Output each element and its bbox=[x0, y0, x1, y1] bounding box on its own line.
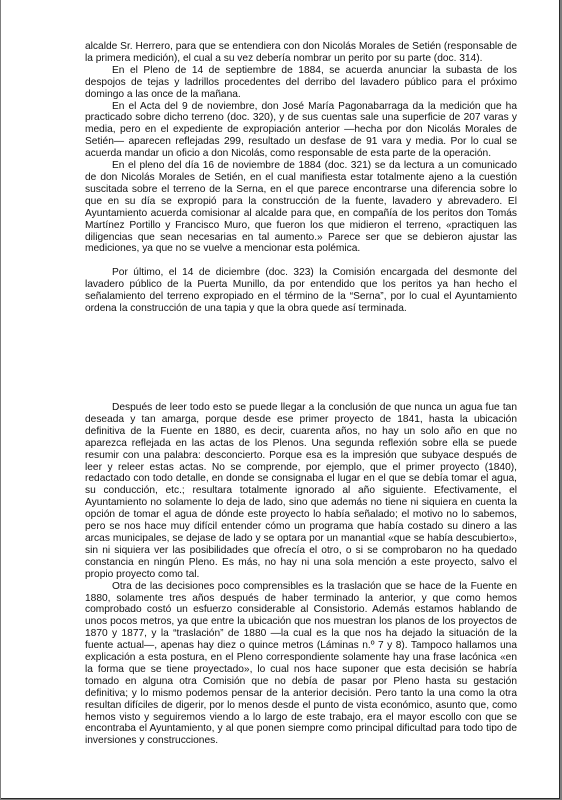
paragraph: Otra de las decisiones poco comprensibles es la traslación que se hace de la Fuente en 1880, solamente tres años después de haber terminado la anterior, y que como hemos comprobado costó un esfuerzo considerable al Consistorio. Además estamos hablando de unos pocos metros, ya que entre la ubicación que nos muestran los planos de los proyectos de 1870 y 1877, y la “traslación” de 1880 —la cual es la que nos ha dejado la situación de la fuente actual—, apenas hay diez o quince metros (Láminas n.º 7 y 8). Tampoco hallamos una explicación a esta postura, en el Pleno correspondiente solamente hay una frase lacónica «en la forma que se tiene proyectado», lo cual nos hace suponer que esta decisión se habría tomado en alguna otra Comisión que no debía de pasar por Pleno hasta su gestación definitiva; y lo mismo podemos pensar de la anterior decisión. Pero tanto la una como la otra resultan difíciles de digerir, por lo menos desde el punto de vista económico, asunto que, como hemos visto y seguiremos viendo a lo largo de este trabajo, era el mayor escollo con que se encontraba el Ayuntamiento, y al que ponen siempre como principal dificultad para todo tipo de inversiones y construcciones. bbox=[85, 580, 517, 747]
paragraph: Por último, el 14 de diciembre (doc. 323) la Comisión encargada del desmonte del lavadero público de la Puerta Munillo, da por entendido que los peritos ya han hecho el señalamiento del terreno expropiado en el término de la “Serna”, por lo cual el Ayuntamiento ordena la construcción de una tapia y que la obra quede así terminada. bbox=[85, 267, 517, 315]
document-page bbox=[1, 0, 560, 799]
paragraph: En el Pleno de 14 de septiembre de 1884, se acuerda anunciar la subasta de los despojos de tejas y ladrillos procedentes del derribo del lavadero público para el próximo domingo a las once de la mañana. bbox=[85, 64, 517, 100]
paragraph: Después de leer todo esto se puede llegar a la conclusión de que nunca un agua fue tan deseada y tan amarga, porque desde ese primer proyecto de 1841, hasta la ubicación definitiva de la Fuente en 1880, es decir, cuarenta años, no hay un solo año en que no aparezca reflejada en las actas de los Plenos. Una segunda reflexión sobre ella se puede resumir con una palabra: desconcierto. Porque esa es la impresión que subyace después de leer y releer estas actas. No se comprende, por ejemplo, que el primer proyecto (1840), redactado con todo detalle, en donde se consignaba el lugar en el que se debía tomar el agua, su conducción, etc.; resultara totalmente ignorado al año siguiente. Efectivamente, el Ayuntamiento no solamente lo deja de lado, sino que además no tiene ni siquiera en cuenta la opción de tomar el agua de dónde este proyecto lo había señalado; el motivo no lo sabemos, pero se nos hace muy difícil entender cómo un programa que había costado su dinero a las arcas municipales, se dejase de lado y se optara por un manantial «que se había descubierto», sin ni siquiera ver las posibilidades que ofrecía el otro, o si se comprobaron no ha quedado constancia en ningún Pleno. Es más, no hay ni una sola mención a este proyecto, salvo el propio proyecto como tal. bbox=[85, 402, 517, 580]
paragraph: En el pleno del día 16 de noviembre de 1884 (doc. 321) se da lectura a un comunicado de don Nicolás Morales de Setién, en el cual manifiesta estar totalmente ajeno a la cuestión suscitada sobre el terreno de la Serna, en el que parece encontrarse una diferencia sobre lo que en su día se expropió para la construcción de la fuente, lavadero y abrevadero. El Ayuntamiento acuerda comisionar al alcalde para que, en compañía de los peritos don Tomás Martínez Portillo y Francisco Muro, que fueron los que midieron el terreno, «practiquen las diligencias que sean necesarias en tal aumento.» Parece ser que se debieron ajustar las mediciones, ya que no se vuelve a mencionar esta polémica. bbox=[85, 160, 517, 255]
paragraph: alcalde Sr. Herrero, para que se entendiera con don Nicolás Morales de Setién (responsable de la primera medición), el cual a su vez debería nombrar un perito por su parte (doc. 314). bbox=[85, 41, 517, 64]
text-block-top bbox=[85, 41, 517, 315]
text-block-bottom bbox=[85, 402, 517, 747]
paragraph: En el Acta del 9 de noviembre, don José María Pagonabarraga da la medición que ha practicado sobre dicho terreno (doc. 320), y de sus cuentas sale una superficie de 207 varas y media, pero en el expediente de expropiación anterior —hecha por don Nicolás Morales de Setién— aparecen reflejadas 299, resultado un desfase de 91 vara y media. Por lo cual se acuerda mandar un oficio a don Nicolás, como responsable de esta parte de la operación. bbox=[85, 100, 517, 160]
